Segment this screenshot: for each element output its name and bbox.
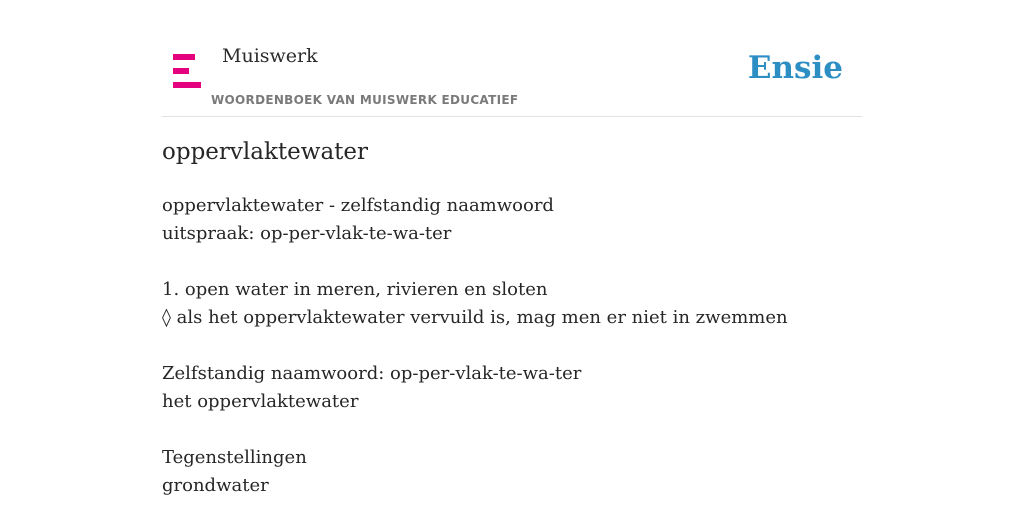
entry-title: oppervlaktewater <box>162 139 369 165</box>
pronunciation: uitspraak: op-per-vlak-te-wa-ter <box>162 223 452 244</box>
noun-syllables: Zelfstandig naamwoord: op-per-vlak-te-wa-ter <box>162 363 582 384</box>
ensie-logo-link[interactable]: Ensie <box>747 50 843 86</box>
spacer <box>162 332 862 360</box>
antonym-item: grondwater <box>162 475 269 496</box>
muiswerk-logo-icon[interactable] <box>173 54 201 88</box>
spacer <box>162 416 862 444</box>
entry-body <box>162 192 862 500</box>
example-sentence: ◊ als het oppervlaktewater vervuild is, mag men er niet in zwemmen <box>162 307 788 328</box>
antonyms-label: Tegenstellingen <box>162 447 307 468</box>
entry-heading-line: oppervlaktewater - zelfstandig naamwoord <box>162 195 554 216</box>
site-header <box>162 0 862 117</box>
noun-form: het oppervlaktewater <box>162 391 359 412</box>
spacer <box>162 248 862 276</box>
site-name[interactable]: Muiswerk <box>222 45 318 67</box>
site-subtitle: WOORDENBOEK VAN MUISWERK EDUCATIEF <box>211 93 519 107</box>
definition: 1. open water in meren, rivieren en sloten <box>162 279 548 300</box>
